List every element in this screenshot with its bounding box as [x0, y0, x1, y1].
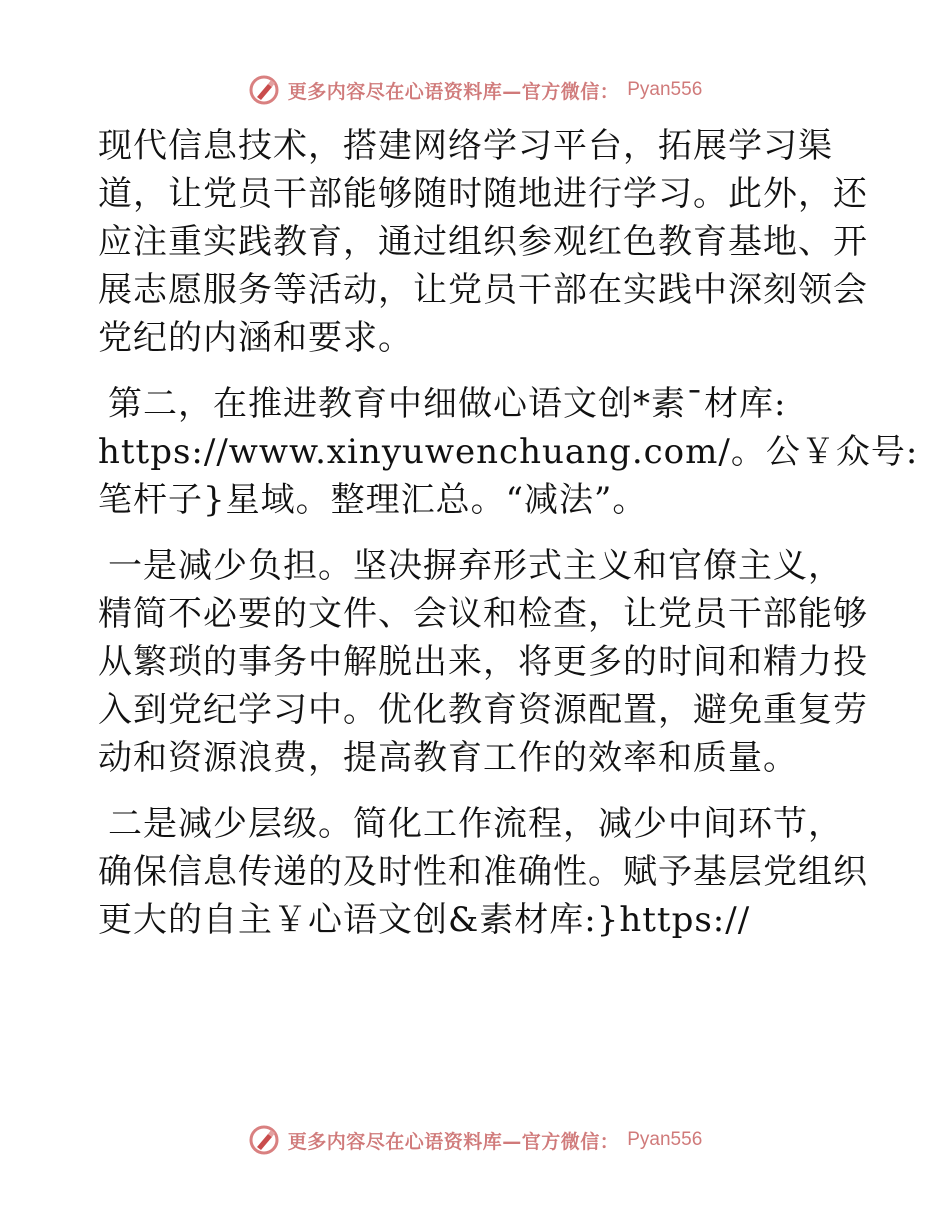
text-line: 一是减少负担。坚决摒弃形式主义和官僚主义，: [108, 546, 843, 586]
text-line: 党纪的内涵和要求。: [98, 318, 413, 358]
pen-logo-icon: [248, 1124, 280, 1156]
text-line: 动和资源浪费，提高教育工作的效率和质量。: [98, 738, 798, 778]
footer-watermark-banner: [0, 1120, 950, 1160]
text-line: 应注重实践教育，通过组织参观红色教育基地、开: [98, 222, 868, 262]
text-line: 精简不必要的文件、会议和检查，让党员干部能够: [98, 594, 868, 634]
pen-logo-icon: [248, 74, 280, 106]
text-line: 笔杆子}星域。整理汇总。“减法”。: [98, 480, 648, 520]
text-line: https://www.xinyuwenchuang.com/。公￥众号:: [98, 432, 919, 472]
document-body: [98, 122, 919, 962]
text-line: 确保信息传递的及时性和准确性。赋予基层党组织: [98, 852, 868, 892]
paragraph-4: [98, 800, 868, 944]
header-banner-text: 更多内容尽在心语资料库—官方微信：: [287, 80, 620, 103]
footer-banner-text: 更多内容尽在心语资料库—官方微信：: [287, 1130, 620, 1153]
text-line: 第二，在推进教育中细做心语文创*素¯材库:: [108, 384, 787, 424]
text-line: 入到党纪学习中。优化教育资源配置，避免重复劳: [98, 690, 868, 730]
text-line: 从繁琐的事务中解脱出来，将更多的时间和精力投: [98, 642, 868, 682]
paragraph-1: [98, 122, 868, 362]
text-line: 二是减少层级。简化工作流程，减少中间环节，: [108, 804, 843, 844]
paragraph-2: [98, 380, 919, 524]
header-watermark-banner: [0, 70, 950, 110]
text-line: 更大的自主￥心语文创&素材库:}https://: [98, 900, 751, 940]
paragraph-3: [98, 542, 868, 782]
text-line: 道，让党员干部能够随时随地进行学习。此外，还: [98, 174, 868, 214]
text-line: 现代信息技术，搭建网络学习平台，拓展学习渠: [98, 126, 833, 166]
text-line: 展志愿服务等活动，让党员干部在实践中深刻领会: [98, 270, 868, 310]
header-banner-id: Pyan556: [627, 79, 703, 100]
footer-banner-id: Pyan556: [627, 1129, 703, 1150]
